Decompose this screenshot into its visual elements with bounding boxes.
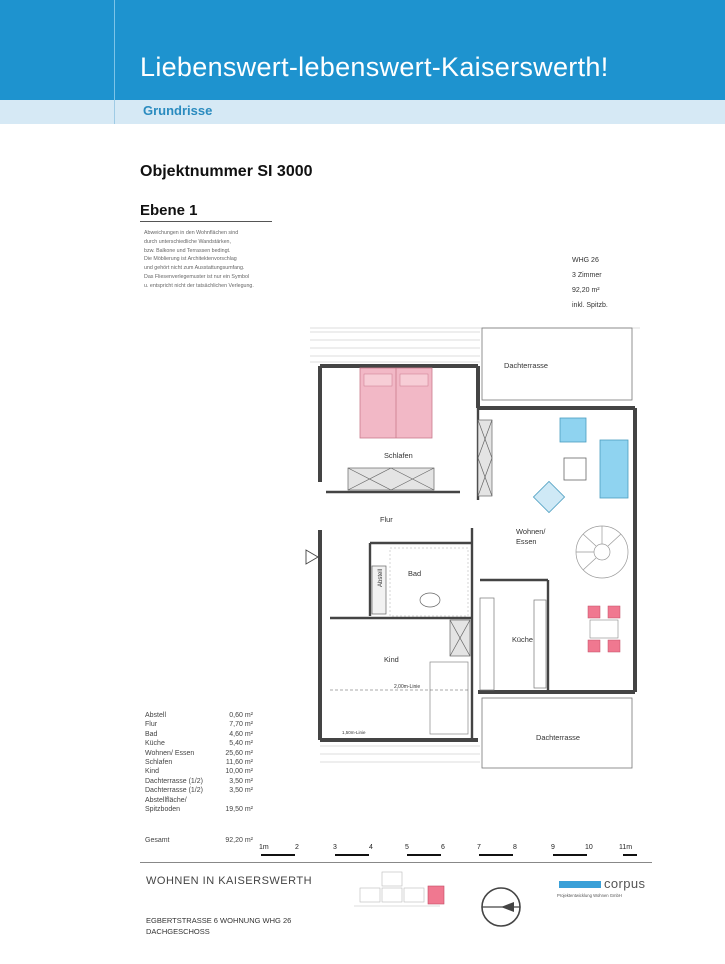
disclaimer-line: und gehört nicht zum Ausstattungsumfang. xyxy=(144,265,245,272)
scale-label: 7 xyxy=(477,844,481,851)
disclaimer-line: Die Möblierung ist Architektenvorschlag xyxy=(144,256,237,263)
area-row xyxy=(145,720,253,729)
kitchen-island xyxy=(534,600,546,688)
corpus-logo-subtitle: Projektentwicklung Wohnen GmbH xyxy=(557,893,622,898)
area-row xyxy=(145,767,253,776)
roof-hatch-bottom xyxy=(320,746,480,762)
area-row xyxy=(145,739,253,748)
scale-label: 1m xyxy=(259,844,269,851)
scale-label: 9 xyxy=(551,844,555,851)
disclaimer-text xyxy=(144,229,284,291)
area-name: Wohnen/ Essen xyxy=(145,749,195,757)
section-label: Grundrisse xyxy=(143,103,213,118)
bathroom-tiles xyxy=(390,548,468,616)
bed xyxy=(360,368,432,438)
footer-address-line: EGBERTSTRASSE 6 WOHNUNG WHG 26 xyxy=(146,916,292,925)
area-value: 11,60 m² xyxy=(225,758,253,766)
area-value: 10,00 m² xyxy=(225,768,253,776)
area-row xyxy=(145,730,253,739)
scale-label: 11m xyxy=(619,844,633,851)
area-total xyxy=(145,837,253,844)
unit-number: WHG 26 xyxy=(572,257,599,264)
disclaimer-line: Das Fliesenverlegemuster ist nur ein Symbol xyxy=(144,273,250,280)
area-name: Kind xyxy=(145,768,160,776)
room-label-kueche: Küche xyxy=(512,635,533,644)
area-value: 3,50 m² xyxy=(229,787,253,795)
entrance-arrow xyxy=(306,550,318,564)
scale-label: 4 xyxy=(369,844,373,851)
area-row xyxy=(145,805,253,814)
disclaimer-line: u. entspricht nicht der tatsächlichen Verlegung. xyxy=(144,282,254,289)
area-name: Dachterrasse (1/2) xyxy=(145,787,203,795)
scale-label: 3 xyxy=(333,844,337,851)
area-row xyxy=(145,786,253,795)
floor-plan xyxy=(290,300,650,805)
room-label-flur: Flur xyxy=(380,515,393,524)
dining-chairs xyxy=(588,606,620,652)
height-line-small-label: 1,50m-Linie xyxy=(342,730,366,735)
total-value: 92,20 m² xyxy=(225,837,253,844)
area-row xyxy=(145,777,253,786)
area-value: 25,60 m² xyxy=(225,749,253,757)
scale-label: 2 xyxy=(295,844,299,851)
total-name: Gesamt xyxy=(145,837,170,844)
header-band xyxy=(0,0,725,100)
corpus-logo: corpus xyxy=(604,876,646,891)
height-line-label: 2,00m-Linie xyxy=(394,684,421,690)
disclaimer-line: durch unterschiedliche Wandstärken, xyxy=(144,238,231,245)
area-row xyxy=(145,749,253,758)
area-value: 19,50 m² xyxy=(225,805,253,813)
room-label-dachterrasse-top: Dachterrasse xyxy=(504,361,548,370)
site-plan-thumbnail xyxy=(350,868,450,913)
disclaimer-line: bzw. Balkone und Terrassen bedingt. xyxy=(144,247,231,254)
area-name: Bad xyxy=(145,730,158,738)
scale-label: 6 xyxy=(441,844,445,851)
area-row xyxy=(145,758,253,767)
scale-label: 5 xyxy=(405,844,409,851)
wardrobe-kind xyxy=(450,620,470,656)
area-value: 4,60 m² xyxy=(229,730,253,738)
room-label-bad: Bad xyxy=(408,569,422,578)
room-label-kind: Kind xyxy=(384,655,399,664)
unit-rooms: 3 Zimmer xyxy=(572,272,602,279)
kitchen-counter xyxy=(480,598,494,690)
area-row xyxy=(145,711,253,720)
dining-table xyxy=(590,620,618,638)
scale-label: 8 xyxy=(513,844,517,851)
area-value: 7,70 m² xyxy=(229,721,253,729)
room-label-wohnen: Wohnen/ xyxy=(516,527,546,536)
corpus-logo-bar xyxy=(559,881,601,888)
level-title: Ebene 1 xyxy=(140,202,198,219)
unit-note: inkl. Spitzb. xyxy=(572,302,608,309)
area-name: Abstellfläche/ xyxy=(145,796,187,804)
area-name: Abstell xyxy=(145,712,167,719)
area-value: 3,50 m² xyxy=(229,777,253,785)
footer-floor-line: DACHGESCHOSS xyxy=(146,927,210,936)
bed-kind xyxy=(430,662,468,734)
disclaimer-line: Abweichungen in den Wohnflächen sind xyxy=(144,230,239,236)
area-value xyxy=(217,796,253,805)
wardrobe-flur xyxy=(478,420,492,496)
footer-divider xyxy=(140,862,652,863)
section-band xyxy=(0,100,725,124)
area-value: 0,60 m² xyxy=(229,712,253,719)
scale-label: 10 xyxy=(585,844,593,851)
room-label-essen: Essen xyxy=(516,537,537,546)
area-value: 5,40 m² xyxy=(229,740,253,748)
north-arrow-icon xyxy=(478,884,524,930)
unit-area: 92,20 m² xyxy=(572,287,600,294)
area-name: Dachterrasse (1/2) xyxy=(145,777,203,785)
room-label-dachterrasse-bottom: Dachterrasse xyxy=(536,733,580,742)
area-name: Küche xyxy=(145,740,165,748)
side-table xyxy=(564,458,586,480)
armchair xyxy=(560,418,586,442)
area-name: Schlafen xyxy=(145,758,173,766)
footer-address xyxy=(146,915,291,937)
washbasin xyxy=(420,593,440,607)
sofa xyxy=(600,440,628,498)
wardrobe-schlafen xyxy=(348,468,434,490)
lounge-chair xyxy=(533,481,564,512)
level-underline xyxy=(140,221,272,222)
roof-hatch-top xyxy=(310,328,640,362)
area-name: Spitzboden xyxy=(145,805,181,813)
headline: Liebenswert-lebenswert-Kaiserswerth! xyxy=(140,52,609,82)
scale-bar xyxy=(255,838,645,860)
area-row xyxy=(145,796,253,805)
spiral-staircase xyxy=(576,526,628,578)
object-number: Objektnummer SI 3000 xyxy=(140,163,313,180)
room-label-schlafen: Schlafen xyxy=(384,451,413,460)
area-name: Flur xyxy=(145,721,158,729)
room-label-abstell: Abstell xyxy=(378,568,384,587)
footer-title: WOHNEN IN KAISERSWERTH xyxy=(146,875,313,887)
area-table xyxy=(145,711,253,814)
